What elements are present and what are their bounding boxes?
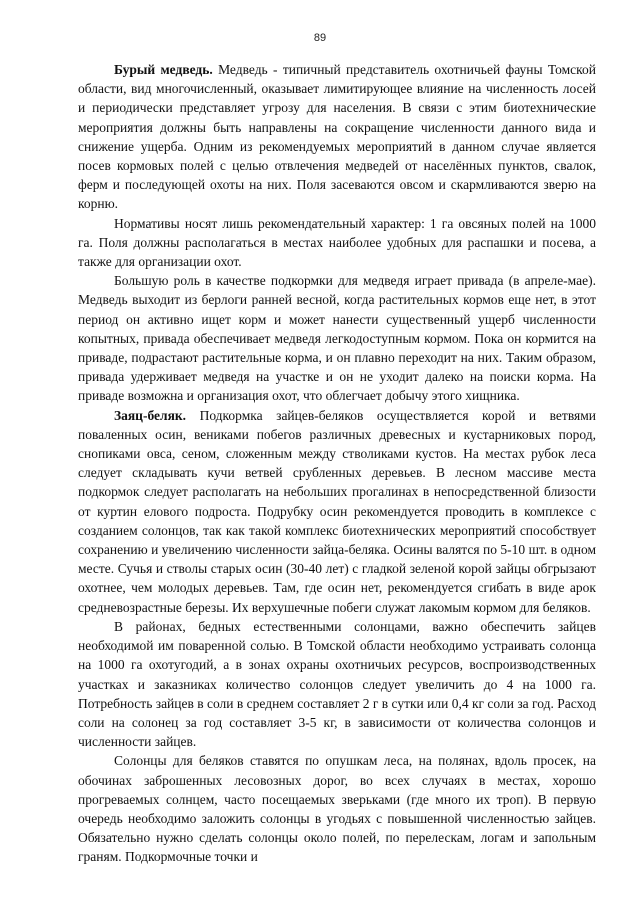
paragraph-bait: [78, 271, 596, 405]
paragraph-lead: Бурый медведь.: [114, 62, 213, 77]
paragraph-text: Нормативы носят лишь рекомендательный характер: 1 га овсяных полей на 1000 га. Поля должны располагаться в местах наиболее удобных для распашки и посева, а также для организации охот.: [78, 215, 596, 270]
paragraph-norms: [78, 214, 596, 272]
page-number: 89: [313, 32, 327, 44]
text-body: [78, 60, 596, 867]
paragraph-salt: [78, 617, 596, 751]
paragraph-text: Подкормка зайцев-беляков осуществляется корой и ветвями поваленных осин, вениками побегов различных древесных и кустарниковых пород, снопиками овса, сеном, сложенным между стволиками кустов. На местах рубок леса следует складывать кучи ветвей срубленных деревьев. В лесном массиве места подкормок следует располагать на небольших прогалинах в непосредственной близости от куртин елового подроста. Подрубку осин рекомендуется проводить в комплексе с созданием солонцов, так как такой комплекс биотехнических мероприятий способствует сохранению и увеличению численности зайца-беляка. Осины валятся по 5-10 шт. в одном месте. Сучья и стволы старых осин (30-40 лет) с гладкой зеленой корой зайцы обгрызают охотнее, чем молодых деревьев. Там, где осин нет, рекомендуется сгибать в виде арок средневозрастные березы. Их верхушечные побеги служат лакомым кормом для беляков.: [78, 407, 596, 615]
paragraph-salt-licks: [78, 751, 596, 866]
paragraph-brown-bear: [78, 60, 596, 214]
paragraph-text: В районах, бедных естественными солонцами, важно обеспечить зайцев необходимой им поваренной солью. В Томской области необходимо устраивать солонца на 1000 га охотугодий, а в зонах охраны охотничьих ресурсов, воспроизводственных участках и заказниках количество солонцов следует увеличить до 4 на 1000 га. Потребность зайцев в соли в среднем составляет 2 г в сутки или 0,4 кг соли за год. Расход соли на солонец за год составляет 3-5 кг, в зависимости от количества солонцов и численности зайцев.: [78, 618, 596, 750]
paragraph-text: Большую роль в качестве подкормки для медведя играет привада (в апреле-мае). Медведь выходит из берлоги ранней весной, когда растительных кормов еще нет, в этот период он активно ищет корм и может нанести существенный ущерб численности копытных, привада обеспечивает медведя легкодоступным кормом. Пока он кормится на приваде, подрастают растительные корма, и он плавно переходит на них. Таким образом, привада удерживает медведя на участке и он не уходит далеко на поиски корма. На приваде возможна и организация охот, что облегчает добычу этого хищника.: [78, 273, 596, 404]
paragraph-text: Солонцы для беляков ставятся по опушкам леса, на полянах, вдоль просек, на обочинах заброшенных лесовозных дорог, во всех случаях в местах, хорошо прогреваемых солнцем, часто посещаемых зверьками (где много их троп). В первую очередь необходимо заложить солонцы в угодьях с повышенной численностью зайцев. Обязательно нужно сделать солонцы около полей, по перелескам, логам и запольным граням. Подкормочные точки и: [78, 753, 596, 865]
paragraph-lead: Заяц-беляк.: [114, 407, 187, 423]
paragraph-mountain-hare: [78, 406, 596, 617]
paragraph-text: Медведь - типичный представитель охотничьей фауны Томской области, вид многочисленный, оказывает лимитирующее влияние на численность лосей и периодически представляет угрозу для населения. В связи с этим биотехнические мероприятия должны быть направлены на сокращение численности данного вида и снижение ущерба. Одним из рекомендуемых мероприятий в данном случае является посев кормовых полей с целью отвлечения медведей от населённых пунктов, свалок, ферм и последующей охоты на них. Поля засеваются овсом и скармливаются зверю на корню.: [78, 62, 596, 212]
